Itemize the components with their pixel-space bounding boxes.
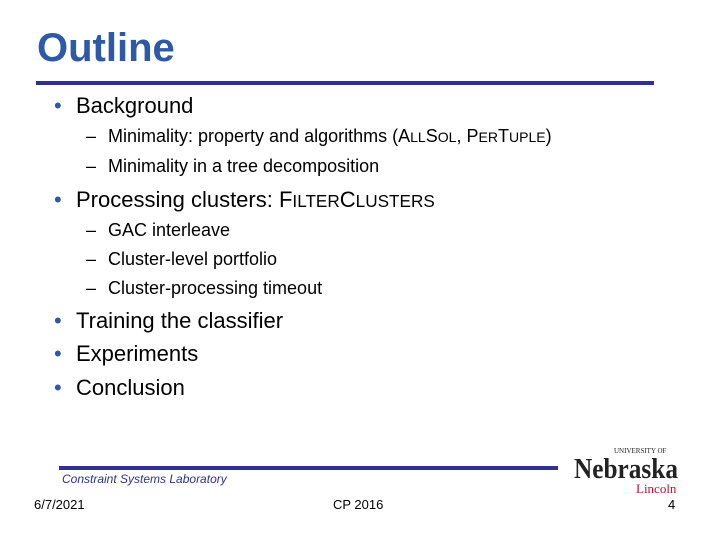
slide-date: 6/7/2021: [34, 497, 85, 512]
logo-university-of: UNIVERSITY OF: [614, 447, 667, 455]
sub-bullet-text-post: ): [545, 126, 552, 146]
bullet-text: Background: [76, 93, 194, 118]
pertuple-c-smallcaps: ER: [478, 129, 498, 145]
bullet-text: Training the classifier: [76, 308, 284, 333]
allsol-a-cap: A: [398, 126, 411, 146]
bullet-text: Experiments: [76, 341, 199, 366]
filterclusters-b-smallcaps: LUSTERS: [355, 191, 435, 211]
sub-bullet-cluster-portfolio: [86, 250, 277, 268]
filterclusters-a-cap: F: [278, 187, 293, 212]
page-number: 4: [668, 497, 676, 512]
sub-bullet-tree-decomposition: [86, 157, 379, 175]
allsol-b-smallcaps: OL: [437, 129, 457, 145]
logo-lincoln: Lincoln: [636, 481, 677, 496]
dash-glyph: –: [86, 220, 97, 240]
filterclusters-a-smallcaps: ILTER: [292, 191, 340, 211]
sub-bullet-text-pre: Minimality: property and algorithms (: [108, 126, 399, 146]
bullet-experiments: [54, 343, 198, 365]
bullet-glyph: •: [54, 308, 62, 333]
sub-bullet-text: Cluster-processing timeout: [108, 278, 323, 298]
footer-rule: [59, 466, 558, 470]
bullet-conclusion: [54, 377, 185, 399]
sub-bullet-text-mid: ,: [456, 126, 467, 146]
dash-glyph: –: [86, 249, 97, 269]
bullet-background: [54, 95, 193, 117]
bullet-text: Conclusion: [76, 375, 185, 400]
logo-nebraska: Nebraska: [574, 453, 679, 485]
sub-bullet-cluster-timeout: [86, 279, 322, 297]
bullet-text-pre: Processing clusters:: [76, 187, 279, 212]
nebraska-lincoln-logo: [572, 440, 682, 496]
allsol-b-cap: S: [425, 126, 438, 146]
bullet-processing-clusters: [54, 189, 435, 211]
sub-bullet-text: GAC interleave: [108, 220, 231, 240]
sub-bullet-gac-interleave: [86, 221, 230, 239]
pertuple-c-cap: P: [466, 126, 479, 146]
lab-name: Constraint Systems Laboratory: [62, 472, 227, 486]
filterclusters-b-cap: C: [339, 187, 356, 212]
sub-bullet-text: Cluster-level portfolio: [108, 249, 278, 269]
pertuple-d-cap: T: [498, 126, 509, 146]
sub-bullet-text: Minimality in a tree decomposition: [108, 156, 380, 176]
bullet-glyph: •: [54, 341, 62, 366]
bullet-glyph: •: [54, 187, 62, 212]
sub-bullet-minimality: [86, 127, 552, 145]
dash-glyph: –: [86, 156, 97, 176]
dash-glyph: –: [86, 126, 97, 146]
allsol-a-smallcaps: LL: [410, 129, 426, 145]
dash-glyph: –: [86, 278, 97, 298]
pertuple-d-smallcaps: UPLE: [509, 129, 546, 145]
bullet-training-classifier: [54, 310, 283, 332]
conference-name: CP 2016: [333, 497, 384, 512]
bullet-glyph: •: [54, 375, 62, 400]
slide-title: Outline: [37, 26, 175, 70]
title-underline: [36, 81, 654, 85]
bullet-glyph: •: [54, 93, 62, 118]
